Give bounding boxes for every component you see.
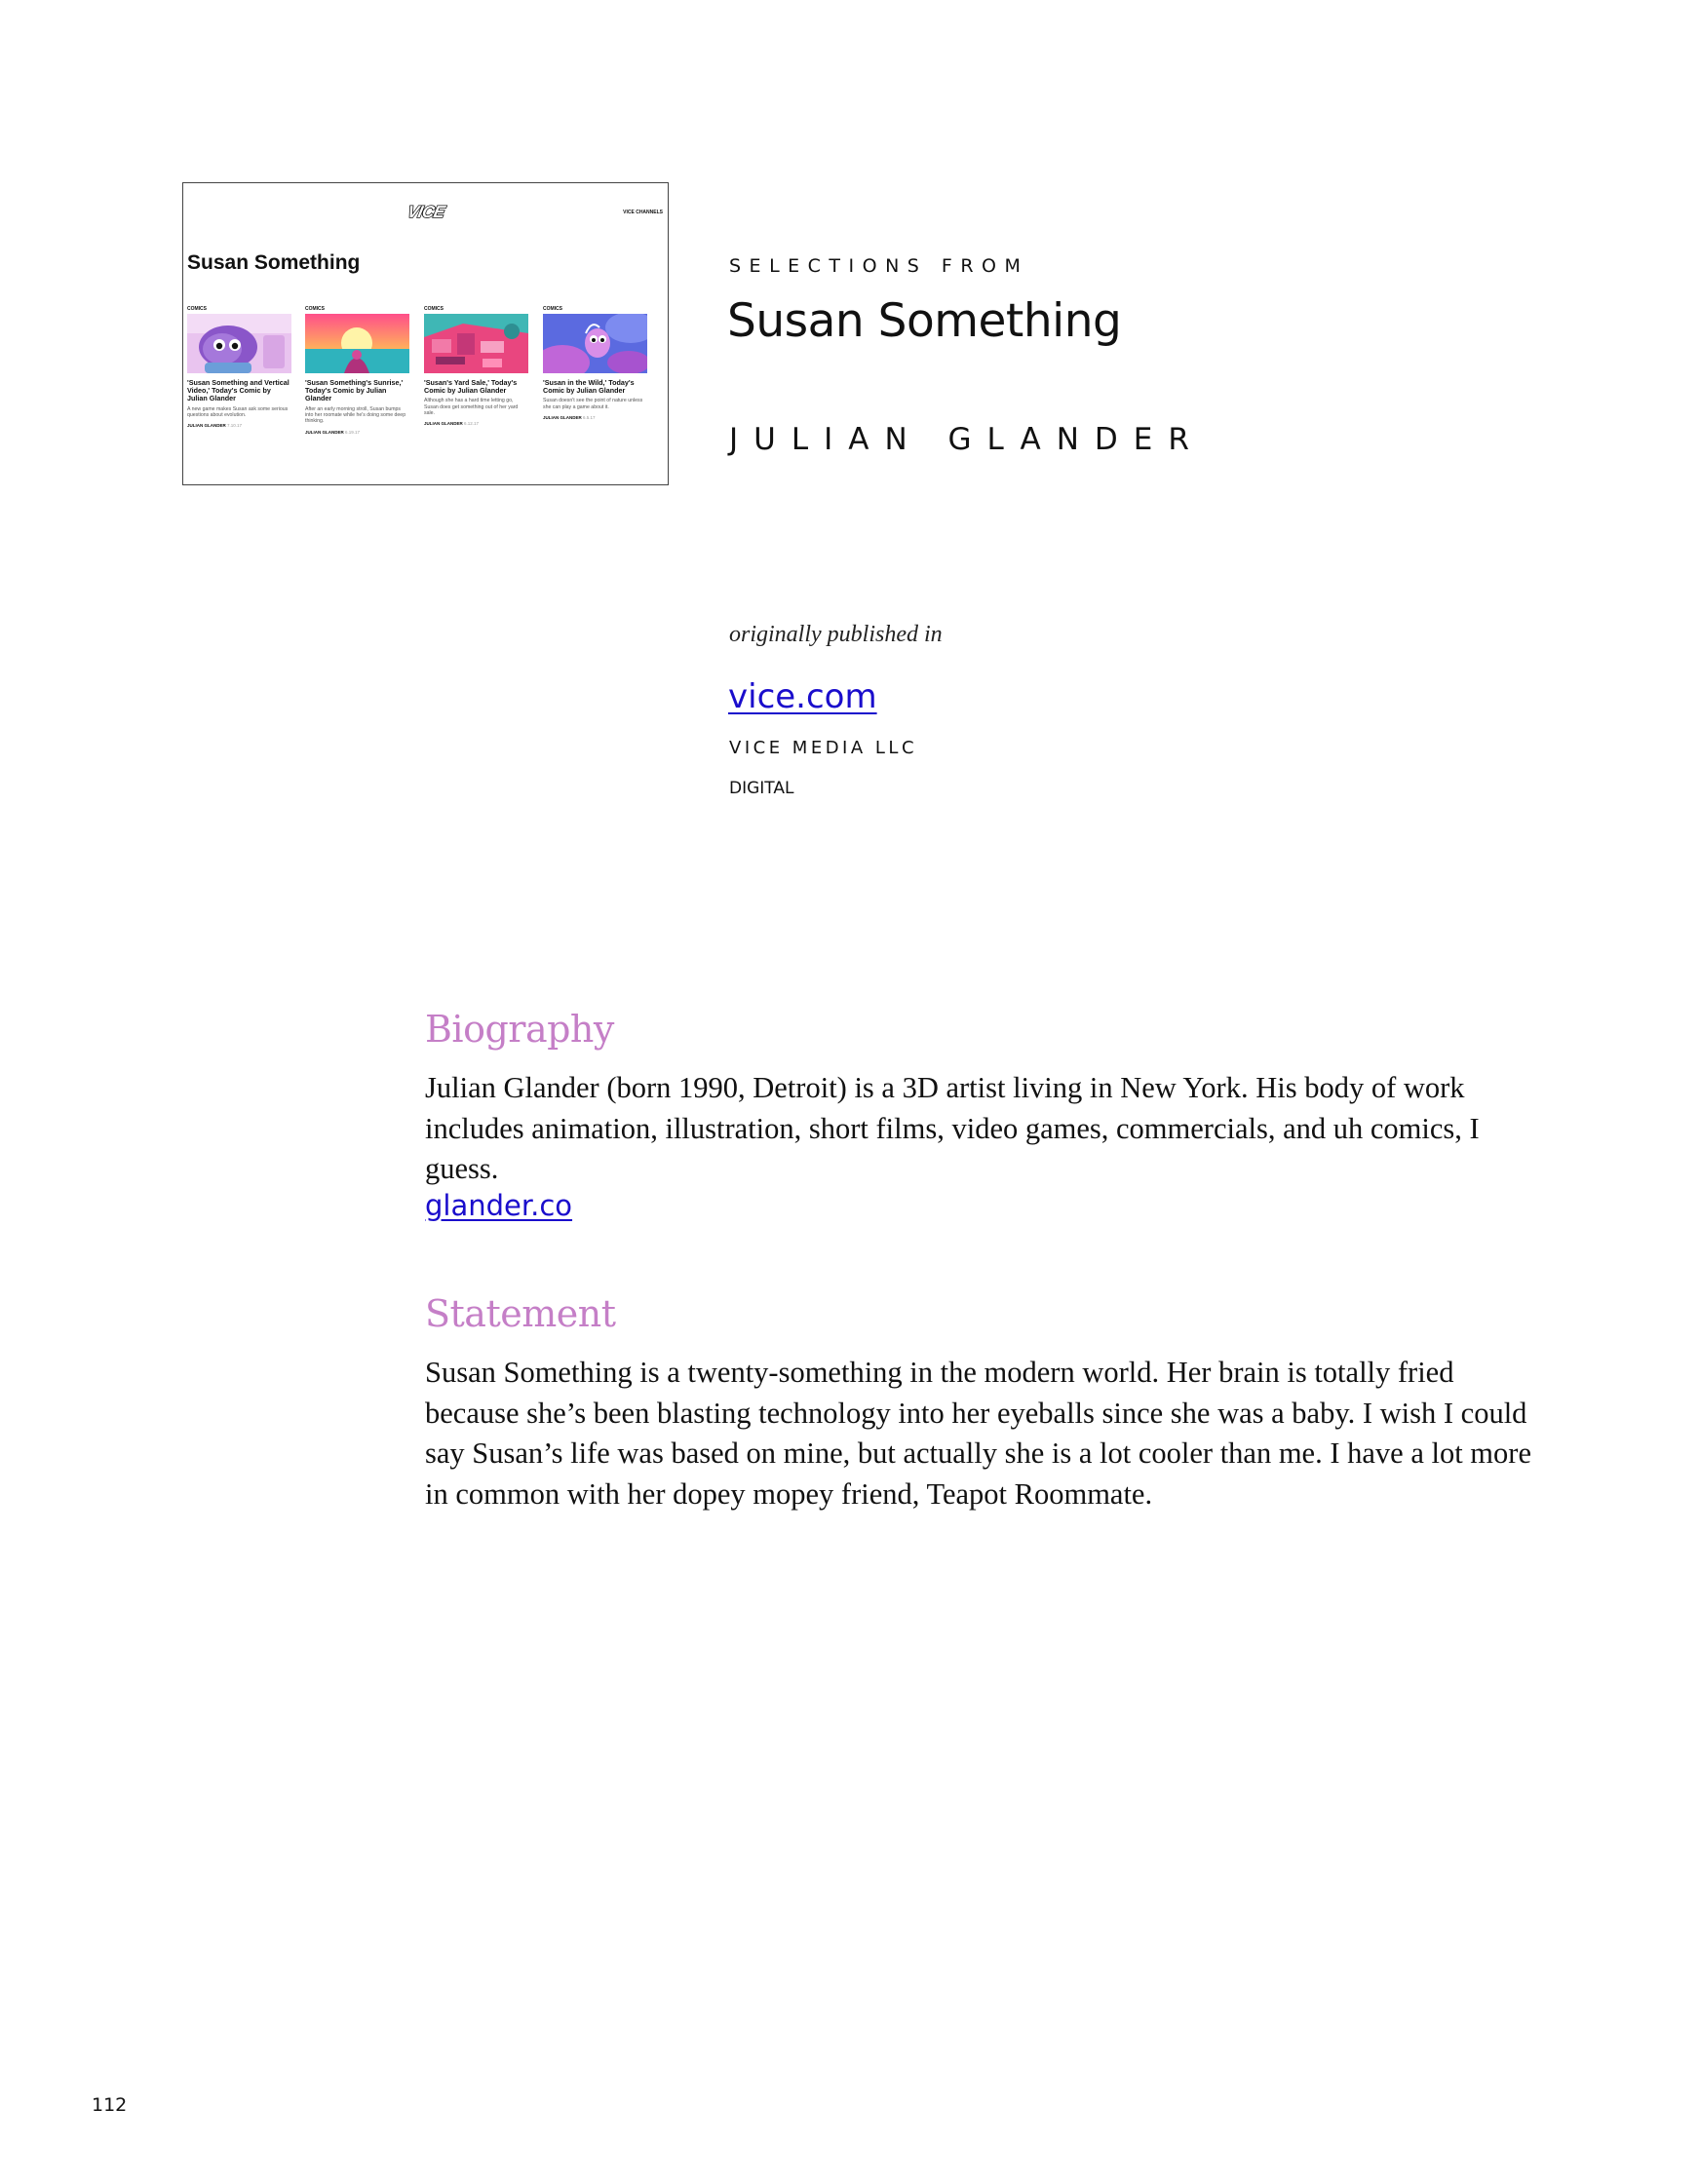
publisher-name: VICE MEDIA LLC — [729, 738, 918, 758]
card-art-yard-sale — [424, 314, 528, 373]
card-byline: JULIAN GLANDER 6.12.17 — [424, 421, 480, 427]
statement-text: Susan Something is a twenty-something in the modern world. Her brain is totally fried because she’s been blasting technology into her eyeballs since she was a baby. I wish I could say Susan’s life was based on mine, but actually she is a lot cooler than me. I have a lot more in common with her dopey mopey friend, Teapot Roommate. — [425, 1356, 1531, 1511]
card-art-sunrise — [305, 314, 409, 373]
card-description: A new game makes Susan ask some serious questions about evolution. — [187, 405, 289, 418]
vice-logo: VICE — [405, 203, 446, 221]
biography-heading: Biography — [425, 1008, 614, 1051]
originally-published-label: originally published in — [729, 622, 943, 647]
card-category: COMICS — [305, 306, 325, 312]
card-art-in-the-wild — [543, 314, 647, 373]
card-title: 'Susan's Yard Sale,' Today's Comic by Julian Glander — [424, 378, 518, 396]
comic-card — [187, 306, 291, 428]
comic-card — [424, 306, 528, 426]
card-description: Susan doesn't see the point of nature unless she can play a game about it. — [543, 398, 643, 410]
comic-card — [305, 306, 409, 435]
author-name: JULIAN GLANDER — [729, 422, 1205, 457]
page-number: 112 — [92, 2094, 128, 2116]
card-description: After an early morning stroll, Susan bumps into her roomate while he's doing some deep thinking. — [305, 405, 406, 425]
card-title: 'Susan in the Wild,' Today's Comic by Julian Glander — [543, 378, 635, 396]
card-category: COMICS — [187, 306, 207, 312]
card-category: COMICS — [424, 306, 444, 312]
comic-card — [543, 306, 647, 420]
publication-link[interactable]: vice.com — [728, 677, 877, 716]
card-title: 'Susan Something's Sunrise,' Today's Comic by Julian Glander — [305, 378, 404, 403]
selections-from-label: SELECTIONS FROM — [729, 255, 1029, 277]
card-description: Although she has a hard time letting go, Susan does get something out of her yard sale. — [424, 398, 519, 416]
vice-channels-label: VICE CHANNELS — [623, 210, 663, 215]
vice-page-thumbnail — [182, 182, 669, 485]
card-title: 'Susan Something and Vertical Video,' Today's Comic by Julian Glander — [187, 378, 290, 403]
artist-website-link[interactable]: glander.co — [425, 1189, 573, 1222]
card-byline: JULIAN GLANDER 6.19.17 — [305, 429, 361, 435]
work-title: Susan Something — [727, 294, 1122, 348]
thumbnail-heading: Susan Something — [187, 251, 361, 274]
card-byline: JULIAN GLANDER 7.10.17 — [187, 423, 243, 429]
card-art-vertical-video — [187, 314, 291, 373]
card-byline: JULIAN GLANDER 6.5.17 — [543, 415, 596, 420]
statement-heading: Statement — [425, 1292, 616, 1335]
biography-text: Julian Glander (born 1990, Detroit) is a 3D artist living in New York. His body of work includes animation, illustration, short films, video games, commercials, and uh comics, I guess. — [425, 1071, 1480, 1185]
card-category: COMICS — [543, 306, 562, 312]
publication-format: DIGITAL — [729, 779, 794, 798]
